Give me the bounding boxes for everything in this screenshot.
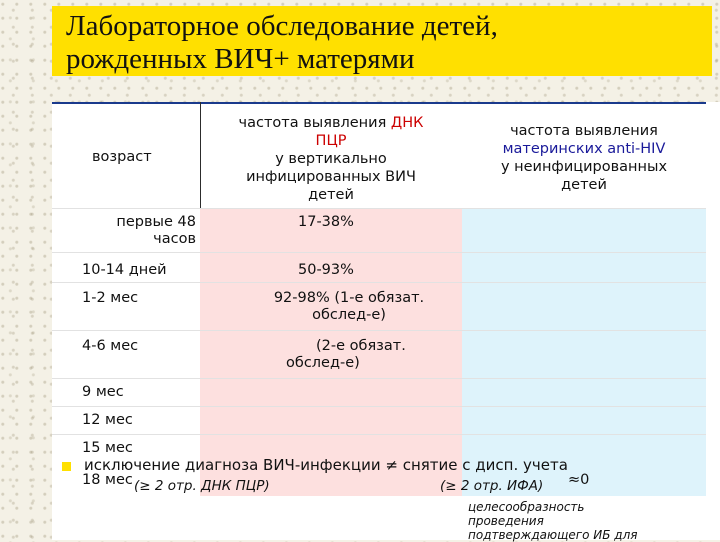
pcr-cell <box>276 338 406 372</box>
age-cell: 10-14 дней <box>82 262 167 278</box>
row-divider <box>52 406 706 407</box>
age-cell: 18 мес <box>82 472 133 488</box>
header-pcr-pre: частота выявления <box>238 115 391 131</box>
slide-title <box>66 10 706 76</box>
pcr-note: (≥ 2 отр. ДНК ПЦР) <box>134 478 270 494</box>
pcr-cell-line: обслед-е) <box>286 355 360 371</box>
header-column-divider <box>200 102 201 208</box>
age-cell-line: первые 48 <box>116 214 196 230</box>
header-ab-line4: детей <box>561 177 607 193</box>
age-cell: 1-2 мес <box>82 290 139 306</box>
header-pcr-frequency <box>202 114 460 204</box>
header-pcr-pcr: ПЦР <box>315 133 347 149</box>
header-age: возраст <box>92 149 152 165</box>
age-cell: 9 мес <box>82 384 124 400</box>
title-bar <box>52 6 712 76</box>
slide-title-line2: рожденных ВИЧ+ матерями <box>66 43 415 75</box>
header-ab-line1: частота выявления <box>510 123 658 139</box>
header-pcr-line5: детей <box>308 187 354 203</box>
table-row-age <box>80 214 196 248</box>
bullet-text: исключение диагноза ВИЧ-инфекции ≠ снятие с дисп. учета <box>84 456 568 474</box>
ifa-note: (≥ 2 отр. ИФА) <box>440 478 544 494</box>
slide-title-line1: Лабораторное обследование детей, <box>66 10 498 42</box>
header-antibody-frequency <box>462 122 706 194</box>
header-ab-maternal: материнских anti-HIV <box>502 141 666 157</box>
feasibility-note <box>468 500 718 542</box>
bullet-square <box>62 462 71 471</box>
age-cell: 4-6 мес <box>82 338 139 354</box>
pcr-cell <box>236 290 462 324</box>
pcr-cell-line: 92-98% (1-е обязат. <box>273 290 425 306</box>
age-cell: 15 мес <box>82 440 133 456</box>
row-divider <box>52 330 706 331</box>
row-divider <box>52 378 706 379</box>
pcr-cell: 17-38% <box>298 214 354 230</box>
row-divider <box>52 282 706 283</box>
pcr-cell-line: обслед-е) <box>312 307 386 323</box>
feasibility-line: проведения <box>468 514 544 528</box>
table-top-rule <box>52 102 706 104</box>
row-divider <box>52 434 706 435</box>
age-cell-line: часов <box>153 231 196 247</box>
header-pcr-dnk: ДНК <box>390 115 424 131</box>
header-pcr-line4: инфицированных ВИЧ <box>246 169 416 185</box>
feasibility-line: подтверждающего ИБ для <box>468 528 638 542</box>
row-divider <box>52 252 706 253</box>
row-divider <box>52 208 706 209</box>
pcr-cell: 50-93% <box>298 262 354 278</box>
approx-zero: ≈0 <box>568 472 590 488</box>
header-pcr-line3: у вертикально <box>275 151 387 167</box>
age-cell: 12 мес <box>82 412 133 428</box>
pcr-cell-line: (2-е обязат. <box>316 338 406 354</box>
header-ab-line3: у неинфицированных <box>500 159 668 175</box>
feasibility-line: целесообразность <box>468 500 585 514</box>
